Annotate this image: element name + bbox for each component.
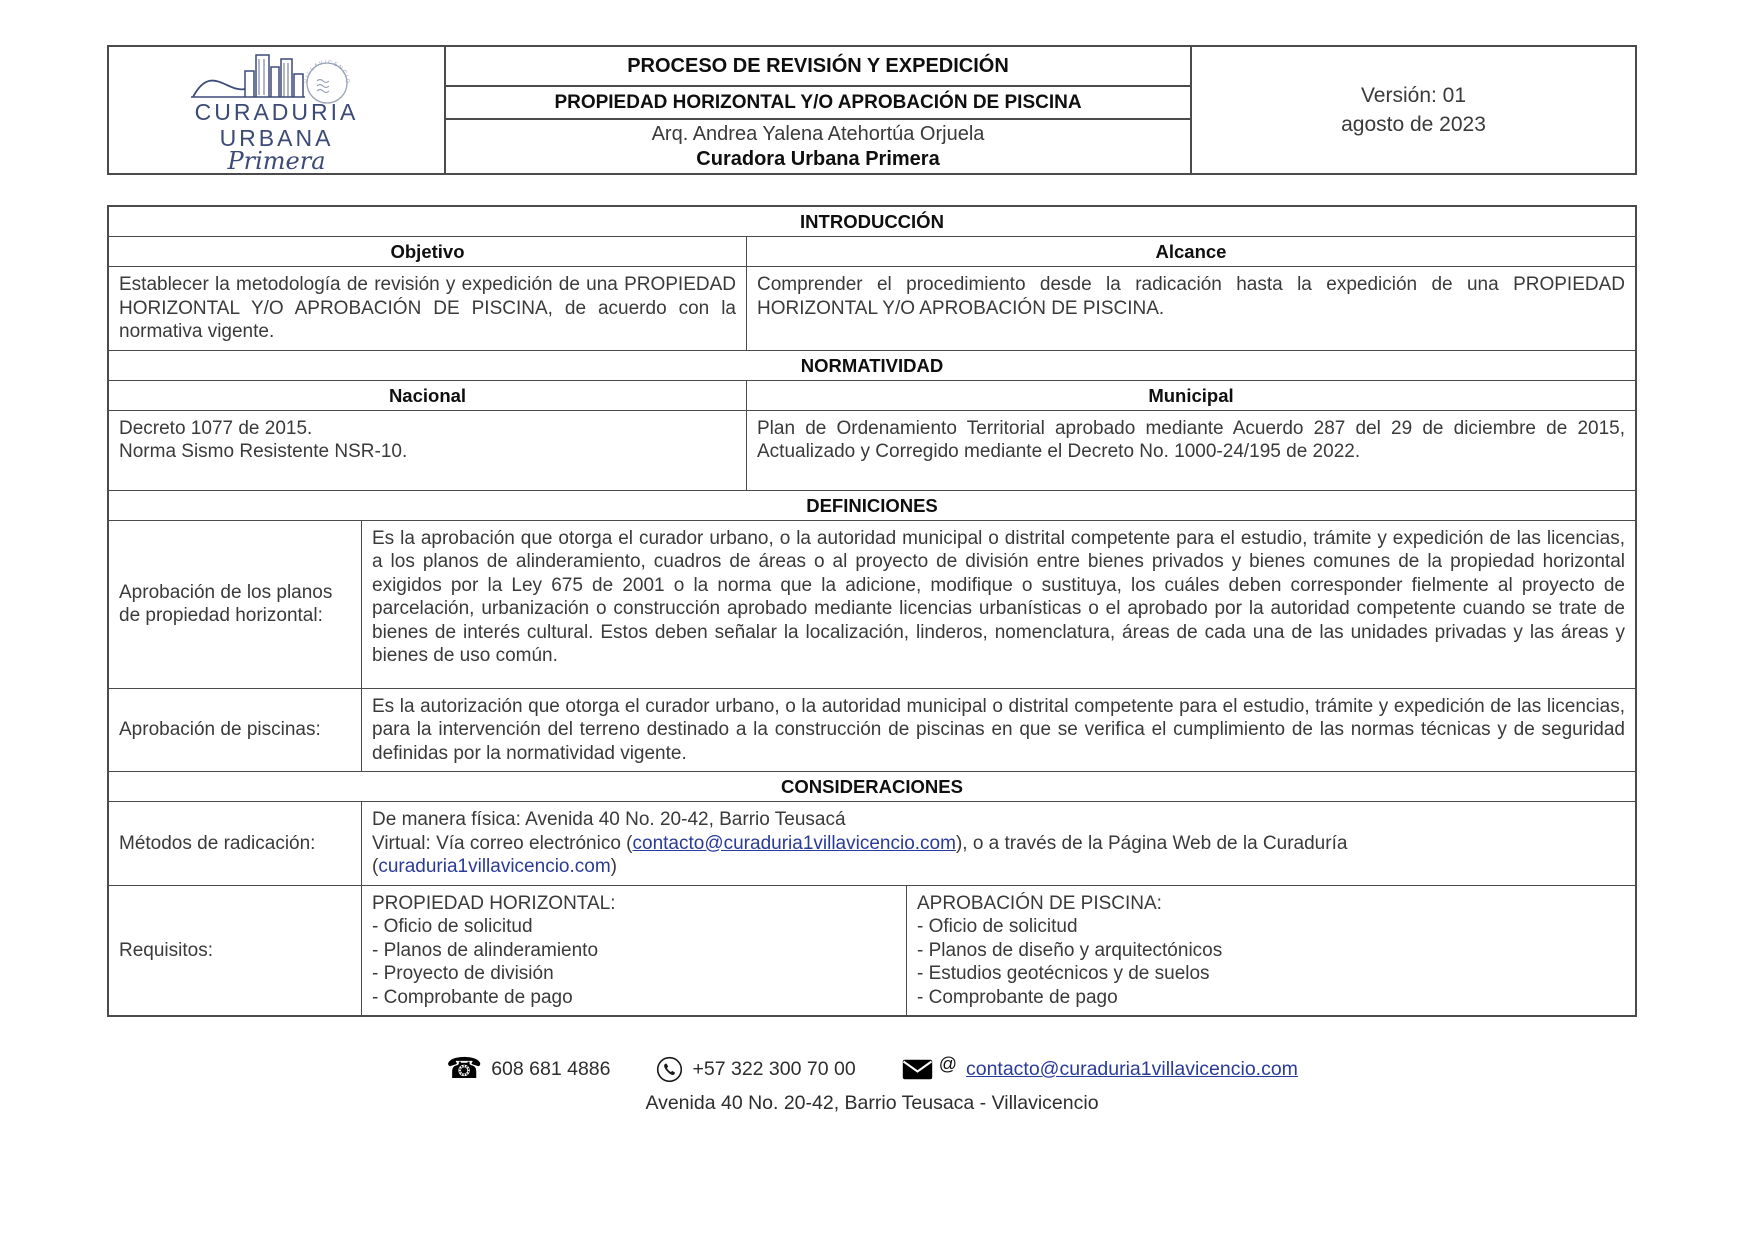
svg-text:VILLAVICENCIO (303, 60, 349, 85)
req2-item: - Oficio de solicitud (917, 916, 1078, 937)
footer-address: Avenida 40 No. 20-42, Barrio Teusaca - Villavicencio (645, 1092, 1099, 1114)
email-link[interactable]: contacto@curaduria1villavicencio.com (632, 832, 956, 854)
header-title-cell (446, 47, 1192, 173)
requisitos-propiedad-horizontal (362, 886, 907, 1016)
logo-cell (109, 47, 446, 173)
definition-text-piscinas: Es la autorización que otorga el curador urbano, o la autoridad municipal o distrital competente para el estudio, trámite y expedición de las licencias, para la intervención del terreno destinado a la construcción de piscinas en que se verifica el cumplimiento de las normas técnicas y de seguridad definidas por la normatividad vigente. (372, 695, 1625, 764)
at-sign-icon: @ (938, 1054, 957, 1074)
req2-item: - Estudios geotécnicos y de suelos (917, 963, 1210, 984)
section-header-definiciones: DEFINICIONES (109, 491, 1635, 521)
intro-column-headers (109, 237, 1635, 267)
req2-item: - Comprobante de pago (917, 986, 1118, 1008)
envelope-icon (902, 1059, 933, 1080)
section-header-introduccion: INTRODUCCIÓN (109, 207, 1635, 237)
author-block (446, 120, 1190, 173)
requisitos-aprobacion-piscina (907, 886, 1635, 1016)
metodos-label: Métodos de radicación: (109, 802, 362, 885)
req2-title: APROBACIÓN DE PISCINA: (917, 892, 1162, 914)
definition-row-piscinas (109, 689, 1635, 773)
virtual-prefix: Virtual: Vía correo electrónico ( (372, 832, 633, 854)
email-contact (902, 1054, 1298, 1081)
whatsapp-icon (656, 1056, 683, 1083)
definition-row-planos (109, 521, 1635, 689)
web-prefix: ( (372, 856, 379, 877)
municipal-header: Municipal (1148, 384, 1234, 406)
req2-item: - Planos de diseño y arquitectónicos (917, 939, 1223, 961)
definition-label-piscinas: Aprobación de piscinas: (109, 689, 362, 772)
telephone-icon: ☎ (446, 1053, 483, 1085)
whatsapp-number: +57 322 300 70 00 (692, 1058, 856, 1080)
req1-item: - Oficio de solicitud (372, 916, 533, 937)
metodos-line-web (372, 855, 1625, 879)
requisitos-row (109, 886, 1635, 1016)
phone-contact (446, 1055, 610, 1084)
contact-line (107, 1055, 1637, 1084)
logo-word-curaduria: CURADURIA (194, 99, 359, 125)
req1-item: - Proyecto de división (372, 963, 554, 984)
logo-stamp-text: VILLAVICENCIO (303, 59, 350, 85)
main-table (107, 205, 1637, 1017)
website-link[interactable]: curaduria1villavicencio.com (378, 856, 611, 877)
norm-content-row (109, 411, 1635, 491)
metodos-row (109, 802, 1635, 886)
section-header-normatividad: NORMATIVIDAD (109, 351, 1635, 381)
footer (107, 1055, 1637, 1115)
version-cell (1192, 47, 1635, 173)
municipal-text: Plan de Ordenamiento Territorial aprobado mediante Acuerdo 287 del 29 de diciembre de 2015, Actualizado y Corregido mediante el Decreto No. 1000-24/195 de 2022. (757, 417, 1625, 462)
req1-item: - Comprobante de pago (372, 986, 573, 1008)
nacional-line2: Norma Sismo Resistente NSR-10. (119, 441, 408, 462)
version-date: agosto de 2023 (1341, 112, 1486, 136)
definition-label-planos: Aprobación de los planos de propiedad horizontal: (109, 521, 362, 688)
intro-content-row (109, 267, 1635, 351)
objetivo-header: Objetivo (109, 237, 747, 266)
alcance-text: Comprender el procedimiento desde la radicación hasta la expedición de una PROPIEDAD HORIZONTAL Y/O APROBACIÓN DE PISCINA. (757, 274, 1625, 319)
author-role: Curadora Urbana Primera (696, 147, 940, 170)
version-number: Versión: 01 (1360, 83, 1467, 107)
section-header-consideraciones: CONSIDERACIONES (109, 772, 1635, 802)
phone-number: 608 681 4886 (491, 1058, 611, 1080)
nacional-line1: Decreto 1077 de 2015. (119, 417, 313, 439)
company-logo (187, 47, 367, 173)
metodos-text (362, 802, 1635, 885)
definition-text-planos: Es la aprobación que otorga el curador urbano, o la autoridad municipal o distrital competente para el estudio, trámite y expedición de las licencias, a los planos de alinderamiento, cuadros de áreas o al proyecto de división entre bienes privados y bienes comunes de la propiedad horizontal exigidos por la Ley 675 de 2001 o la norma que la adicione, modifique o sustituya, los cuáles deben corresponder fielmente al proyecto de parcelación, urbanización o construcción aprobado mediante licencias urbanísticas o el aprobado por la autoridad competente cuando se trate de bienes de interés cultural. Estos deben señalar la localización, linderos, nomenclatura, áreas de cada una de las unidades privadas y las áreas y bienes de uso común. (372, 527, 1625, 666)
header-table (107, 45, 1637, 175)
req1-title: PROPIEDAD HORIZONTAL: (372, 892, 616, 914)
alcance-header: Alcance (1155, 241, 1227, 262)
requisitos-label: Requisitos: (109, 886, 362, 1016)
req1-item: - Planos de alinderamiento (372, 939, 599, 961)
document-title-line2: PROPIEDAD HORIZONTAL Y/O APROBACIÓN DE PISCINA (446, 87, 1190, 120)
document-page (107, 45, 1637, 1115)
metodos-line-fisica: De manera física: Avenida 40 No. 20-42, Barrio Teusacá (372, 809, 846, 830)
nacional-header: Nacional (109, 381, 747, 410)
author-name: Arq. Andrea Yalena Atehortúa Orjuela (651, 122, 985, 145)
document-title-line1: PROCESO DE REVISIÓN Y EXPEDICIÓN (446, 47, 1190, 87)
whatsapp-contact (656, 1056, 855, 1083)
nacional-text (109, 411, 747, 490)
logo-word-primera: Primera (227, 147, 326, 175)
virtual-suffix: ), o a través de la Página Web de la Curaduría (955, 832, 1348, 854)
objetivo-text: Establecer la metodología de revisión y expedición de una PROPIEDAD HORIZONTAL Y/O APROBACIÓN DE PISCINA, de acuerdo con la normativa vigente. (109, 267, 747, 350)
logo-word-urbana: URBANA (219, 125, 334, 151)
web-suffix: ) (610, 856, 617, 877)
metodos-line-virtual (372, 832, 1625, 856)
footer-email-link[interactable]: contacto@curaduria1villavicencio.com (965, 1058, 1298, 1080)
norm-column-headers (109, 381, 1635, 411)
